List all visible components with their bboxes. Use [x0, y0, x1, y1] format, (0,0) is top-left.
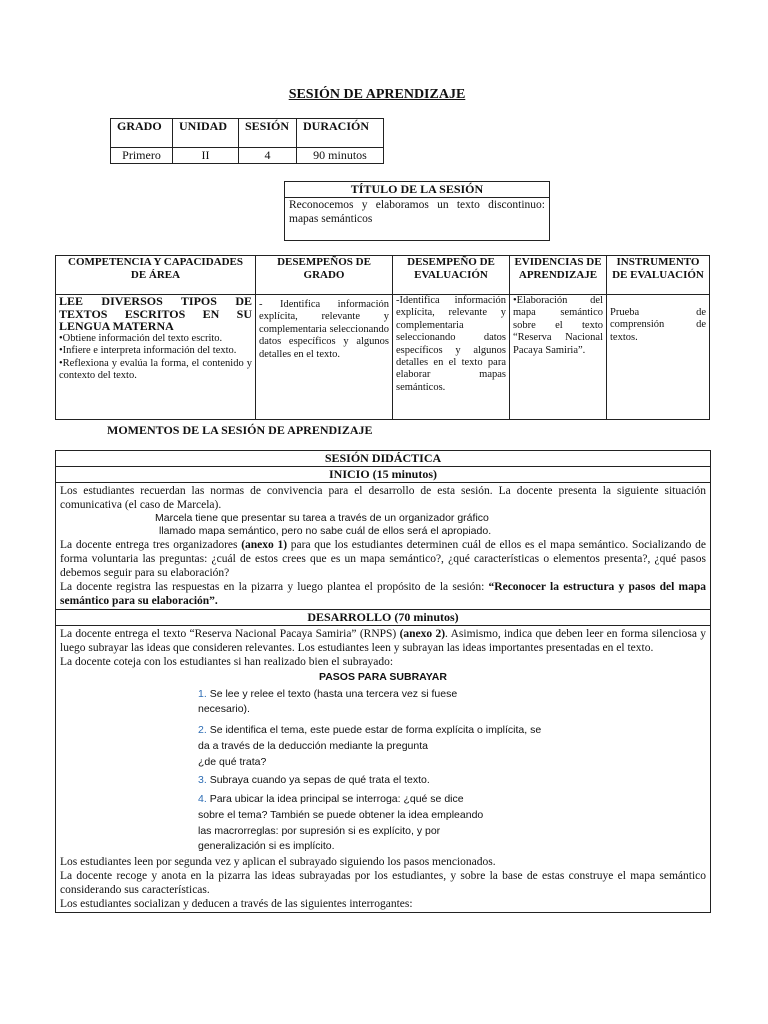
paso-item: 1. Se lee y relee el texto (hasta una tercera vez si fuese necesario).	[198, 687, 458, 716]
sesion-table	[55, 450, 711, 913]
header-desempenos-grado: DESEMPEÑOS DE GRADO	[256, 256, 393, 295]
info-table	[110, 118, 384, 164]
desarrollo-header: DESARROLLO (70 minutos)	[56, 609, 711, 625]
titulo-text: Reconocemos y elaboramos un texto discontinuo: mapas semánticos	[285, 198, 550, 241]
evidencias-cell: •Elaboración del mapa semántico sobre el texto “Reserva Nacional Pacaya Samiria”.	[510, 295, 607, 420]
capacidad-item: •Obtiene información del texto escrito.	[59, 332, 223, 344]
desempeno-evaluacion-cell: -Identifica información explícita, relevante y complementaria seleccionando datos específicos y algunos detalles en el texto para elaborar mapas semánticos.	[393, 295, 510, 420]
header-sesion: SESIÓN	[239, 119, 297, 148]
value-unidad: II	[173, 148, 239, 164]
header-competencia: COMPETENCIA Y CAPACIDADES DE ÁREA	[56, 256, 256, 295]
header-duracion: DURACIÓN	[297, 119, 384, 148]
desarrollo-paragraph: Los estudiantes leen por segunda vez y aplican el subrayado siguiendo los pasos mencionados.	[60, 856, 496, 869]
capacidad-item: •Reflexiona y evalúa la forma, el contenido y contexto del texto.	[59, 357, 252, 381]
header-grado: GRADO	[111, 119, 173, 148]
header-desempeno-evaluacion: DESEMPEÑO DE EVALUACIÓN	[393, 256, 510, 295]
desarrollo-paragraph: La docente entrega el texto “Reserva Nacional Pacaya Samiria” (RNPS) (anexo 2). Asimismo, indica que deben leer en forma silenciosa y luego subrayar las ideas que consideren relevantes. Los estudiantes leen y subrayan las ideas importantes presentadas en el texto.	[60, 627, 706, 654]
value-sesion: 4	[239, 148, 297, 164]
pasos-title: PASOS PARA SUBRAYAR	[319, 670, 447, 683]
titulo-header: TÍTULO DE LA SESIÓN	[285, 182, 550, 198]
header-evidencias: EVIDENCIAS DE APRENDIZAJE	[510, 256, 607, 295]
desarrollo-paragraph: La docente recoge y anota en la pizarra las ideas subrayadas por los estudiantes, y sobre la base de estas construye el mapa semántico considerando sus características.	[60, 870, 706, 897]
competencias-table	[55, 255, 710, 420]
inicio-paragraph: La docente registra las respuestas en la pizarra y luego plantea el propósito de la sesión: “Reconocer la estructura y pasos del mapa semántico para su elaboración”.	[60, 580, 706, 607]
capacidad-item: •Infiere e interpreta información del texto.	[59, 345, 237, 357]
header-instrumento: INSTRUMENTO DE EVALUACIÓN	[607, 256, 710, 295]
inicio-content	[56, 483, 711, 610]
sesion-header: SESIÓN DIDÁCTICA	[56, 451, 711, 467]
competencia-title: LEE DIVERSOS TIPOS DE TEXTOS ESCRITOS EN SU LENGUA MATERNA	[59, 294, 252, 334]
titulo-table	[284, 181, 550, 241]
value-grado: Primero	[111, 148, 173, 164]
page-title: SESIÓN DE APRENDIZAJE	[288, 87, 466, 102]
inicio-paragraph: Los estudiantes recuerdan las normas de convivencia para el desarrollo de esta sesión. La docente presenta la siguiente situación comunicativa (el caso de Marcela).	[60, 485, 706, 512]
paso-item: 2. Se identifica el tema, este puede estar de forma explícita o implícita, se da a través de la deducción mediante la pregunta ¿de qué trata?	[198, 724, 542, 768]
desarrollo-content	[56, 625, 711, 912]
situacion-line: llamado mapa semántico, pero no sabe cuál de ellos será el apropiado.	[159, 524, 492, 537]
momentos-title: MOMENTOS DE LA SESIÓN DE APRENDIZAJE	[107, 423, 373, 437]
inicio-paragraph: La docente entrega tres organizadores (anexo 1) para que los estudiantes determinen cuál de ellos es el mapa semántico. Socializando de forma voluntaria las preguntas: ¿cuál de estos crees que es un mapa semántico?, ¿qué características o elementos presenta?, ¿qué pasos debemos seguir para su elaboración?	[60, 538, 706, 579]
desarrollo-paragraph: La docente coteja con los estudiantes si han realizado bien el subrayado:	[60, 655, 394, 668]
value-duracion: 90 minutos	[297, 148, 384, 164]
desarrollo-paragraph: Los estudiantes socializan y deducen a través de las siguientes interrogantes:	[60, 898, 413, 911]
instrumento-cell: Prueba de comprensión de textos.	[607, 295, 710, 420]
competencia-cell	[56, 295, 256, 420]
desempenos-grado-cell: - Identifica información explícita, relevante y complementaria seleccionando datos específicos y algunos detalles en el texto.	[256, 295, 393, 420]
inicio-header: INICIO (15 minutos)	[56, 467, 711, 483]
paso-item: 3. Subraya cuando ya sepas de qué trata el texto.	[198, 774, 430, 787]
header-unidad: UNIDAD	[173, 119, 239, 148]
paso-item: 4. Para ubicar la idea principal se interroga: ¿qué se dice sobre el tema? También se puede obtener la idea empleando las macrorreglas: por supresión si es explícito, y por generalización si es implícito.	[198, 793, 484, 853]
situacion-line: Marcela tiene que presentar su tarea a través de un organizador gráfico	[155, 512, 489, 525]
